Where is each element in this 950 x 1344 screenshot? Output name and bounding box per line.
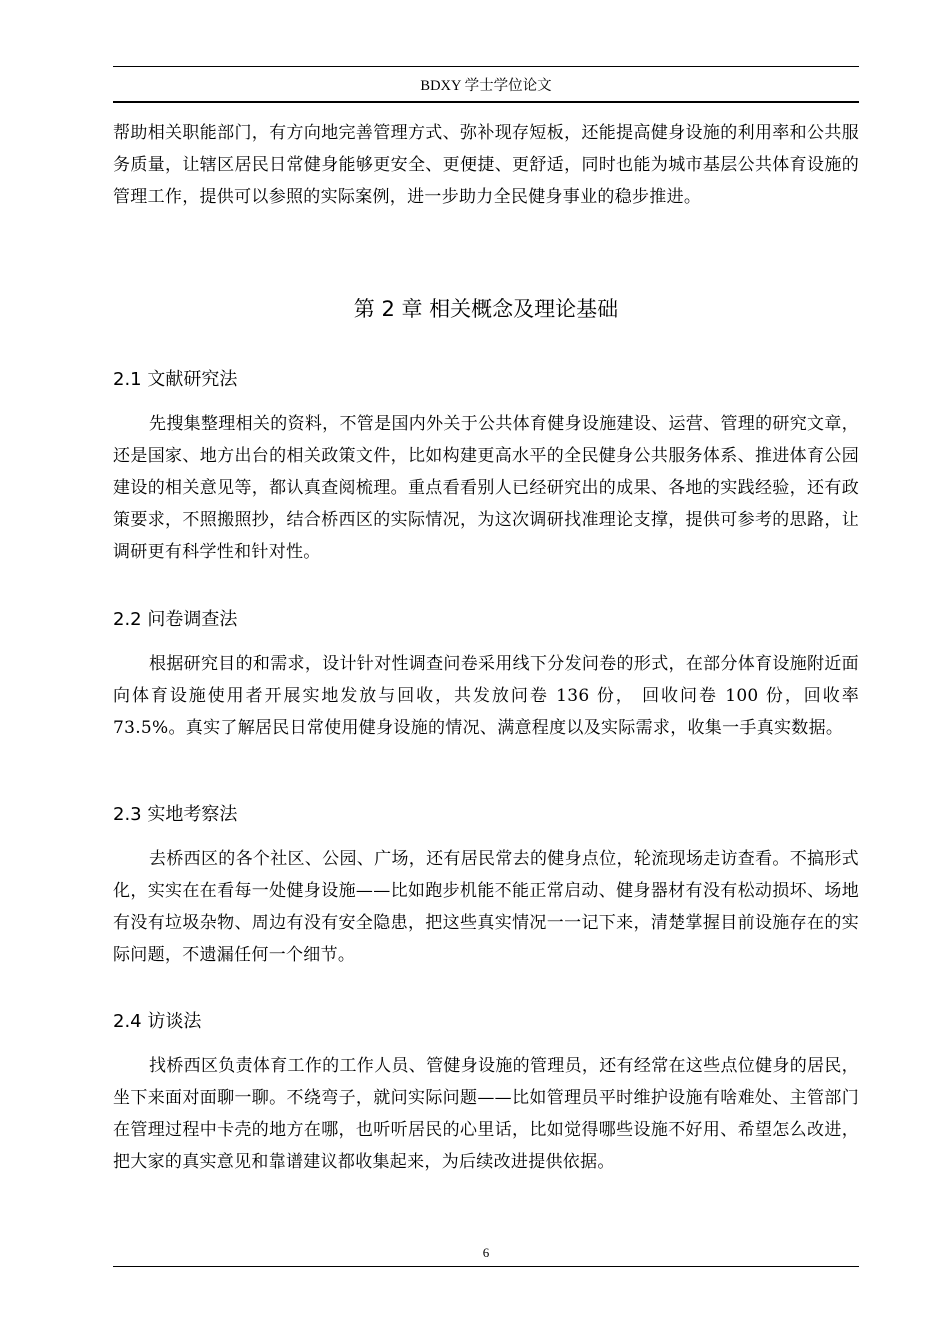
section-body-2-3 (113, 843, 859, 971)
header-rule-top (113, 66, 859, 67)
chapter-title: 第 2 章 相关概念及理论基础 (353, 297, 619, 321)
section-paragraph-2-2: 根据研究目的和需求，设计针对性调查问卷采用线下分发问卷的形式，在部分体育设施附近面向体育设施使用者开展实地发放与回收，共发放问卷 136 份， 回收问卷 100 份，回收率 73.5%。真实了解居民日常使用健身设施的情况、满意程度以及实际需求，收集一手真实数据。 (113, 654, 859, 738)
section-paragraph-2-3: 去桥西区的各个社区、公园、广场，还有居民常去的健身点位，轮流现场走访查看。不搞形式化，实实在在看每一处健身设施——比如跑步机能不能正常启动、健身器材有没有松动损坏、场地有没有垃圾杂物、周边有没有安全隐患，把这些真实情况一一记下来，清楚掌握目前设施存在的实际问题，不遗漏任何一个细节。 (113, 849, 859, 965)
section-paragraph-2-1: 先搜集整理相关的资料，不管是国内外关于公共体育健身设施建设、运营、管理的研究文章，还是国家、地方出台的相关政策文件，比如构建更高水平的全民健身公共服务体系、推进体育公园建设的相关意见等，都认真查阅梳理。重点看看别人已经研究出的成果、各地的实践经验，还有政策要求，不照搬照抄，结合桥西区的实际情况，为这次调研找准理论支撑，提供可参考的思路，让调研更有科学性和针对性。 (113, 414, 859, 562)
section-body-2-4 (113, 1050, 859, 1178)
running-header: BDXY 学士学位论文 (420, 78, 552, 94)
header-rule-bottom (113, 101, 859, 103)
section-title-2-2: 2.2 问卷调查法 (113, 609, 238, 630)
section-paragraph-2-4: 找桥西区负责体育工作的工作人员、管健身设施的管理员，还有经常在这些点位健身的居民，坐下来面对面聊一聊。不绕弯子，就问实际问题——比如管理员平时维护设施有啥难处、主管部门在管理过程中卡壳的地方在哪，也听听居民的心里话，比如觉得哪些设施不好用、希望怎么改进，把大家的真实意见和靠谱建议都收集起来，为后续改进提供依据。 (113, 1056, 859, 1172)
section-body-2-1 (113, 408, 859, 568)
section-title-2-1: 2.1 文献研究法 (113, 369, 238, 390)
section-title-2-4: 2.4 访谈法 (113, 1011, 202, 1032)
footer-rule (113, 1266, 859, 1267)
section-title-2-3: 2.3 实地考察法 (113, 804, 238, 825)
intro-block (113, 117, 859, 213)
intro-paragraph: 帮助相关职能部门，有方向地完善管理方式、弥补现存短板，还能提高健身设施的利用率和公共服务质量，让辖区居民日常健身能够更安全、更便捷、更舒适，同时也能为城市基层公共体育设施的管理工作，提供可以参照的实际案例，进一步助力全民健身事业的稳步推进。 (113, 123, 859, 207)
section-body-2-2 (113, 648, 859, 744)
page-number: 6 (482, 1245, 490, 1260)
